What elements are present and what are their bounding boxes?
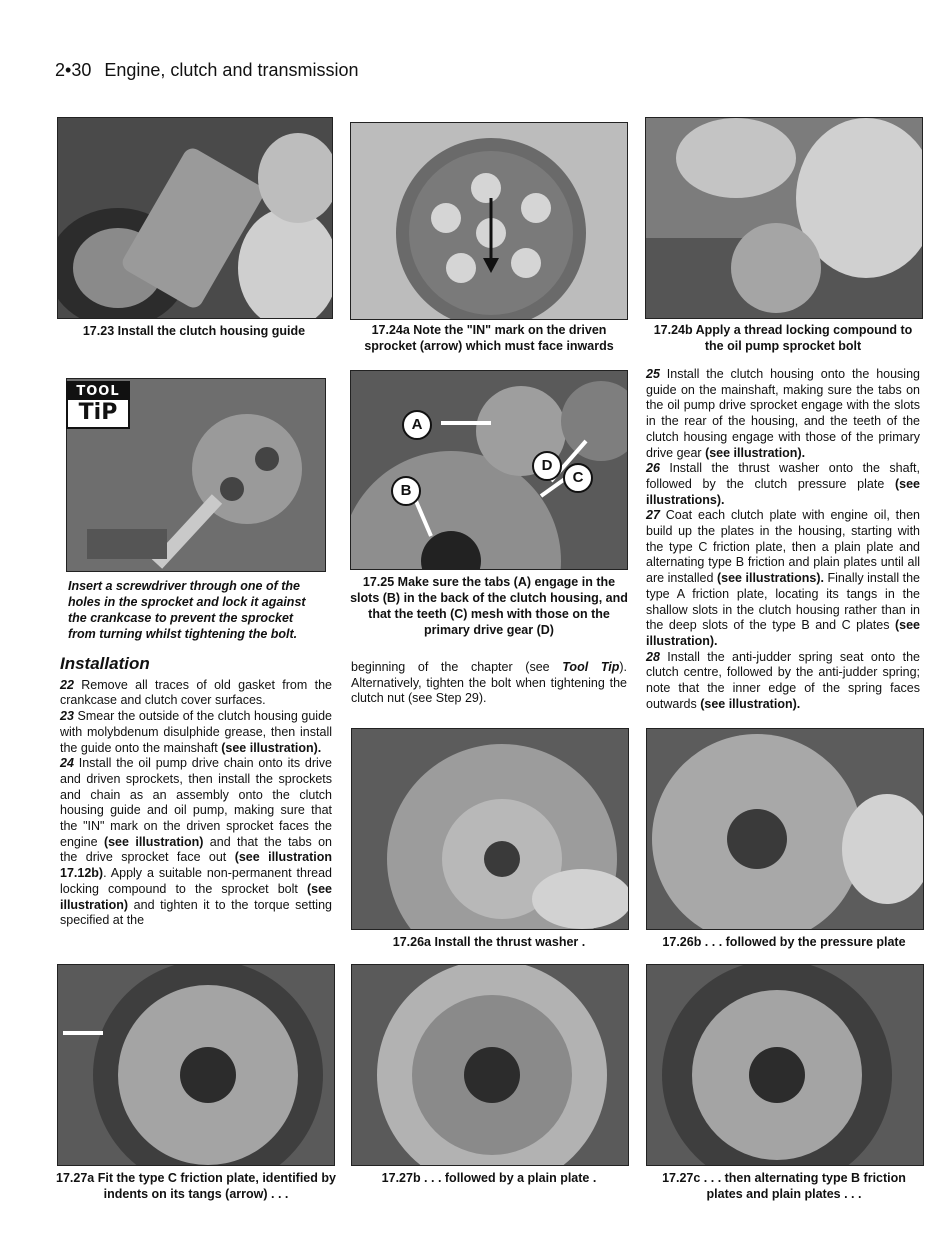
photo-17-26a: [351, 728, 629, 930]
step-27-ref1: (see illustrations).: [716, 571, 824, 586]
caption-17-27a: 17.27a Fit the type C friction plate, identified by indents on its tangs (arrow) . . .: [56, 1171, 336, 1201]
caption-17-26b: 17.26b . . . followed by the pressure plate: [662, 935, 906, 949]
step-27-text-b: Finally install the type A friction plate, locating its tangs in the shallow slots in the clutch housing rather than in the deep slots of the type B and C plates: [646, 571, 920, 633]
paragraph-28: [646, 650, 920, 713]
continued-text-2: ). Alternatively, tighten the bolt when tightening the clutch nut (see Step 29).: [351, 660, 627, 706]
middle-column-text: [351, 660, 627, 707]
step-27-number: 27: [646, 508, 660, 523]
friction-plate-c-image: [58, 965, 334, 1165]
label-b: B: [391, 476, 421, 506]
step-24-text-b: and that the tabs on the drive sprocket face out: [60, 834, 332, 865]
tool-tip-text: Insert a screwdriver through one of the holes in the sprocket and lock it against the crankcase to prevent the sprocket from turning whilst tightening the bolt.: [68, 579, 306, 641]
label-d: D: [532, 451, 562, 481]
step-24-number: 24: [60, 756, 74, 771]
plain-plate-image: [352, 965, 628, 1165]
step-26-number: 26: [646, 461, 660, 476]
caption-17-23: 17.23 Install the clutch housing guide: [82, 324, 306, 338]
step-24-ref3: (see illustration): [60, 881, 332, 912]
paragraph-24: [60, 756, 332, 929]
paragraph-27: [646, 508, 920, 649]
step-27-text: Coat each clutch plate with engine oil, then build up the plates in the housing, starting with the type C friction plate, then a plain plate and alternating type B friction and plain plates until all are installed: [646, 508, 920, 586]
caption-17-25: 17.25 Make sure the tabs (A) engage in the slots (B) in the back of the clutch housing, and that the teeth (C) mesh with those on the primary drive gear (D): [350, 575, 628, 637]
step-24-text-d: and tighten it to the torque setting specified at the: [60, 897, 332, 928]
step-24-text-c: . Apply a suitable non-permanent thread locking compound to the sprocket bolt: [60, 866, 332, 896]
caption-17-27b: 17.27b . . . followed by a plain plate .: [381, 1171, 597, 1185]
photo-17-27b: [351, 964, 629, 1166]
step-28-ref: (see illustration).: [700, 696, 801, 711]
friction-plate-b-image: [647, 965, 923, 1165]
step-23-text: Smear the outside of the clutch housing guide with molybdenum disulphide grease, then install the guide onto the mainshaft: [60, 709, 332, 755]
step-23-ref: (see illustration).: [221, 740, 322, 755]
tool-tip-badge-line2: TiP: [78, 400, 118, 425]
step-23-number: 23: [60, 709, 74, 724]
step-26-ref: (see illustrations).: [646, 476, 920, 507]
step-24-ref2: (see illustration 17.12b): [60, 850, 332, 881]
label-a: A: [402, 410, 432, 440]
step-25-number: 25: [646, 367, 660, 381]
continued-text-1: beginning of the chapter (see: [351, 660, 563, 674]
step-24-text-a: Install the oil pump drive chain onto its drive and driven sprockets, then install the sprockets and chain as an assembly onto the clutch housing guide and oil pump, making sure that the "IN" mark on the driven sprocket faces the engine: [60, 756, 332, 849]
caption-17-26a: 17.26a Install the thrust washer .: [392, 935, 586, 949]
photo-17-27c: [646, 964, 924, 1166]
caption-17-24b: 17.24b Apply a thread locking compound to the oil pump sprocket bolt: [653, 323, 913, 353]
step-28-number: 28: [646, 649, 660, 664]
chapter-title: Engine, clutch and transmission: [104, 60, 359, 80]
step-24-ref1: (see illustration): [103, 834, 204, 849]
tool-tip-badge: [66, 381, 130, 429]
caption-17-24a: 17.24a Note the "IN" mark on the driven sprocket (arrow) which must face inwards: [364, 323, 614, 353]
tool-tip-ref: Tool Tip: [562, 660, 620, 674]
installation-heading: Installation: [60, 654, 150, 673]
photo-17-27a: [57, 964, 335, 1166]
paragraph-24-continued: [351, 660, 627, 707]
page-header: [55, 60, 359, 81]
step-28-text: Install the anti-judder spring seat onto the clutch centre, followed by the anti-judder spring; note that the inner edge of the spring faces outwards: [646, 649, 920, 711]
paragraph-22: [60, 678, 332, 709]
driven-sprocket-image: [351, 123, 627, 319]
clutch-housing-guide-image: [58, 118, 332, 318]
paragraph-23: [60, 709, 332, 756]
step-25-text: Install the clutch housing onto the housing guide on the mainshaft, making sure the tabs on the oil pump drive sprocket engage with the slots in the rear of the housing, and the teeth of the clutch housing engage with those of the primary drive gear: [646, 367, 920, 460]
label-c: C: [563, 463, 593, 493]
pressure-plate-image: [647, 729, 923, 929]
step-25-ref: (see illustration).: [705, 445, 806, 460]
caption-17-27c: 17.27c . . . then alternating type B friction plates and plain plates . . .: [662, 1171, 906, 1201]
step-26-text: Install the thrust washer onto the shaft, followed by the clutch pressure plate: [646, 461, 920, 491]
photo-17-24b: [645, 117, 923, 319]
photo-17-26b: [646, 728, 924, 930]
step-22-text: Remove all traces of old gasket from the crankcase and clutch cover surfaces.: [60, 677, 332, 708]
oil-pump-sprocket-image: [646, 118, 922, 318]
photo-17-24a: [350, 122, 628, 320]
tool-tip-badge-line1: TOOL: [68, 383, 128, 400]
page-number: 2•30: [55, 60, 92, 80]
left-column-text: [60, 656, 332, 929]
step-27-ref2: (see illustration).: [646, 618, 920, 648]
photo-17-23: [57, 117, 333, 319]
paragraph-26: [646, 461, 920, 508]
thrust-washer-image: [352, 729, 628, 929]
paragraph-25: [646, 367, 920, 461]
right-column-text: [646, 367, 920, 712]
step-22-number: 22: [60, 677, 74, 692]
